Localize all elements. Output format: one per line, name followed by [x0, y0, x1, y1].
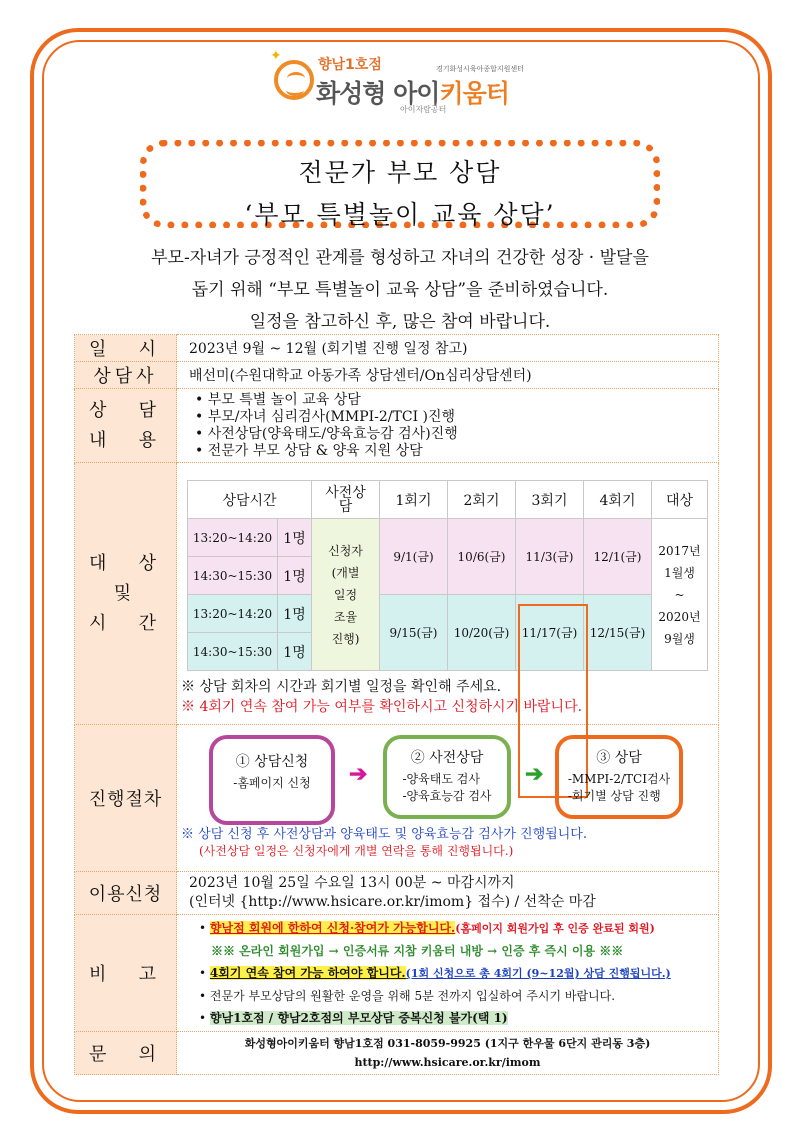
- sched-time: 14:30~15:30: [188, 557, 278, 595]
- sched-header: 상담시간: [188, 481, 312, 519]
- step-2-desc-line: -양육효능감 검사: [402, 789, 492, 803]
- sched-date: 9/15(금): [380, 595, 448, 671]
- label-char: 의: [138, 1044, 162, 1065]
- sched-date: 9/1(금): [380, 519, 448, 595]
- step-1-box: [209, 735, 335, 825]
- contact-link[interactable]: http://www.hsicare.or.kr/imom: [354, 1056, 541, 1069]
- arrow-right-icon: ➔: [525, 761, 544, 787]
- logo-name-b: 키움터: [439, 79, 509, 108]
- remark-text: 에 한하여 신청·참여가 가능합니다.: [272, 921, 456, 935]
- sched-header: 2회기: [448, 481, 516, 519]
- label-char: 담: [138, 399, 162, 421]
- step-2-desc-line: -양육태도 검사: [402, 772, 480, 786]
- sched-date: 10/20(금): [448, 595, 516, 671]
- step-1-desc: -홈페이지 신청: [233, 776, 311, 790]
- contact-line-1: 화성형아이키움터 향남1호점 031-8059-9925 (1지구 한우물 6단지 관리동 3층): [244, 1037, 651, 1050]
- counselor-label: 상담사: [75, 362, 177, 389]
- title-line-1: 전문가 부모 상담: [298, 158, 502, 187]
- title-box: [140, 140, 660, 228]
- sched-date: 11/3(금): [516, 519, 584, 595]
- label-char: 시: [138, 339, 162, 360]
- apply-label: 이용신청: [75, 872, 177, 915]
- apply-line-2: (인터넷 {http://www.hsicare.or.kr/imom} 접수) / 선착순 마감: [189, 894, 596, 910]
- sched-count: 1명: [278, 595, 312, 633]
- content-item: • 사전상담(양육태도/양육효능감 검사)진행: [195, 426, 706, 443]
- content-label: [75, 389, 177, 463]
- content-item: • 부모 특별 놀이 교육 상담: [195, 392, 706, 409]
- smile-face-icon: [274, 60, 314, 100]
- arrow-right-icon: ➔: [349, 761, 368, 787]
- remark-item: • 향남점 회원에 한하여 신청·참여가 가능합니다.(홈페이지 회원가입 후 인증 완료된 회원): [199, 921, 655, 935]
- label-char: 및: [113, 582, 138, 604]
- remarks-label: [75, 915, 177, 1032]
- sched-date: 11/17(금): [516, 595, 584, 671]
- logo-branch: 향남1호점: [318, 57, 382, 73]
- remark-sub: (1회 신청으로 총 4회기 (9~12월) 상담 진행됩니다.): [405, 967, 671, 980]
- step-3-desc: [568, 771, 670, 805]
- remark-item: • 향남1호점 / 향남2호점의 부모상담 중복신청 불가(택 1): [199, 1011, 508, 1025]
- remark-hl: 4회기 연속 참여 가능 하여야 합니다.: [209, 966, 406, 980]
- label-char: 비: [89, 964, 113, 985]
- remark-text: 향남1호점 / 향남2호점의 부모상담 중복신청 불가(택 1): [209, 1011, 508, 1025]
- process-note-2: (사전상담 일정은 신청자에게 개별 연락을 통해 진행됩니다.): [199, 844, 514, 858]
- sched-header: 사전상 담: [312, 481, 380, 519]
- intro-line: 부모-자녀가 긍정적인 관계를 형성하고 자녀의 건강한 성장 · 발달을: [151, 248, 649, 268]
- sched-count: 1명: [278, 633, 312, 671]
- label-char: 일: [89, 339, 113, 360]
- schedule-cell: [177, 463, 719, 725]
- sched-date: 10/6(금): [448, 519, 516, 595]
- step-2-desc: [402, 771, 491, 805]
- counselor-value: 배선미(수원대학교 아동가족 상담센터/On심리상담센터): [177, 362, 719, 389]
- remark-item: ※※ 온라인 회원가입 → 인증서류 지참 키움터 내방 → 인증 후 즉시 이용 ※※: [211, 944, 624, 958]
- sched-header: 1회기: [380, 481, 448, 519]
- logo-sub: 아이자람공터: [400, 105, 447, 114]
- sched-header: 4회기: [584, 481, 652, 519]
- sched-count: 1명: [278, 557, 312, 595]
- sched-header: 3회기: [516, 481, 584, 519]
- process-note-1: ※ 상담 신청 후 사전상담과 양육태도 및 양육효능감 검사가 진행됩니다.: [181, 827, 587, 842]
- label-char: 고: [138, 964, 162, 985]
- sched-time: 14:30~15:30: [188, 633, 278, 671]
- title-line-2: ‘부모 특별놀이 교육 상담’: [244, 200, 556, 229]
- sched-header: 대상: [652, 481, 708, 519]
- sched-pre: 신청자 (개별 일정 조율 진행): [312, 519, 380, 671]
- label-char: 시: [89, 612, 113, 634]
- remark-item: • 전문가 부모상담의 원활한 운영을 위해 5분 전까지 입실하여 주시기 바랍니다.: [199, 989, 616, 1003]
- sched-date: 12/15(금): [584, 595, 652, 671]
- content-item: • 부모/자녀 심리검사(MMPI-2/TCI )진행: [195, 409, 706, 426]
- logo-name-a: 화성형 아이: [316, 79, 440, 108]
- schedule-table: [187, 480, 708, 671]
- label-char: 문: [89, 1044, 113, 1065]
- target-label: [75, 463, 177, 725]
- label-char: 간: [138, 612, 162, 634]
- date-value: 2023년 9월 ~ 12월 (회기별 진행 일정 참고): [177, 335, 719, 362]
- logo: [270, 50, 550, 116]
- intro-text: [80, 242, 720, 338]
- step-2-title: ② 사전상담: [410, 750, 484, 766]
- remark-hl: 향남점 회원: [209, 921, 273, 935]
- content-item: • 전문가 부모 상담 & 양육 지원 상담: [195, 443, 706, 460]
- sched-count: 1명: [278, 519, 312, 557]
- apply-value: [177, 872, 719, 915]
- step-2-box: [383, 735, 511, 819]
- process-cell: [177, 725, 719, 872]
- apply-line-1: 2023년 10월 25일 수요일 13시 00분 ~ 마감시까지: [189, 875, 515, 891]
- step-3-desc-line: -회기별 상담 진행: [567, 789, 661, 803]
- remark-item: • 4회기 연속 참여 가능 하여야 합니다.(1회 신청으로 총 4회기 (9~12월) 상담 진행됩니다.): [199, 966, 671, 980]
- remarks-value: [177, 915, 719, 1032]
- step-3-desc-line: -MMPI-2/TCI검사: [567, 772, 671, 786]
- intro-line: 일정을 참고하신 후, 많은 참여 바랍니다.: [249, 312, 551, 332]
- remark-sub: (홈페이지 회원가입 후 인증 완료된 회원): [455, 922, 655, 935]
- process-label: 진행절차: [75, 725, 177, 872]
- star-icon: ✦: [270, 48, 282, 64]
- remark-text: 전문가 부모상담의 원활한 운영을 위해 5분 전까지 입실하여 주시기 바랍니다.: [209, 989, 616, 1003]
- schedule-note-2: ※ 4회기 연속 참여 가능 여부를 확인하시고 신청하시기 바랍니다.: [181, 699, 583, 715]
- label-char: 상: [89, 399, 113, 421]
- date-label: [75, 335, 177, 362]
- sched-target: 2017년 1월생 ~ 2020년 9월생: [652, 519, 708, 671]
- content-value: [177, 389, 719, 463]
- step-3-box: [555, 735, 683, 819]
- contact-value: [177, 1032, 719, 1075]
- sched-date: 12/1(금): [584, 519, 652, 595]
- sched-time: 13:20~14:20: [188, 519, 278, 557]
- label-char: 용: [138, 429, 162, 451]
- step-3-title: ③ 상담: [596, 750, 642, 766]
- schedule-note-1: ※ 상담 회차의 시간과 회기별 일정을 확인해 주세요.: [181, 679, 502, 695]
- step-1-title: ① 상담신청: [235, 754, 309, 770]
- logo-org: 경기화성시육아종합지원센터: [436, 65, 524, 73]
- info-table: [74, 334, 719, 1075]
- label-char: 내: [89, 429, 113, 451]
- label-char: 상: [138, 552, 162, 574]
- sched-time: 13:20~14:20: [188, 595, 278, 633]
- label-char: 대: [89, 552, 113, 574]
- contact-label: [75, 1032, 177, 1075]
- intro-line: 돕기 위해 “부모 특별놀이 교육 상담”을 준비하였습니다.: [191, 280, 609, 300]
- process-flow: [177, 725, 718, 871]
